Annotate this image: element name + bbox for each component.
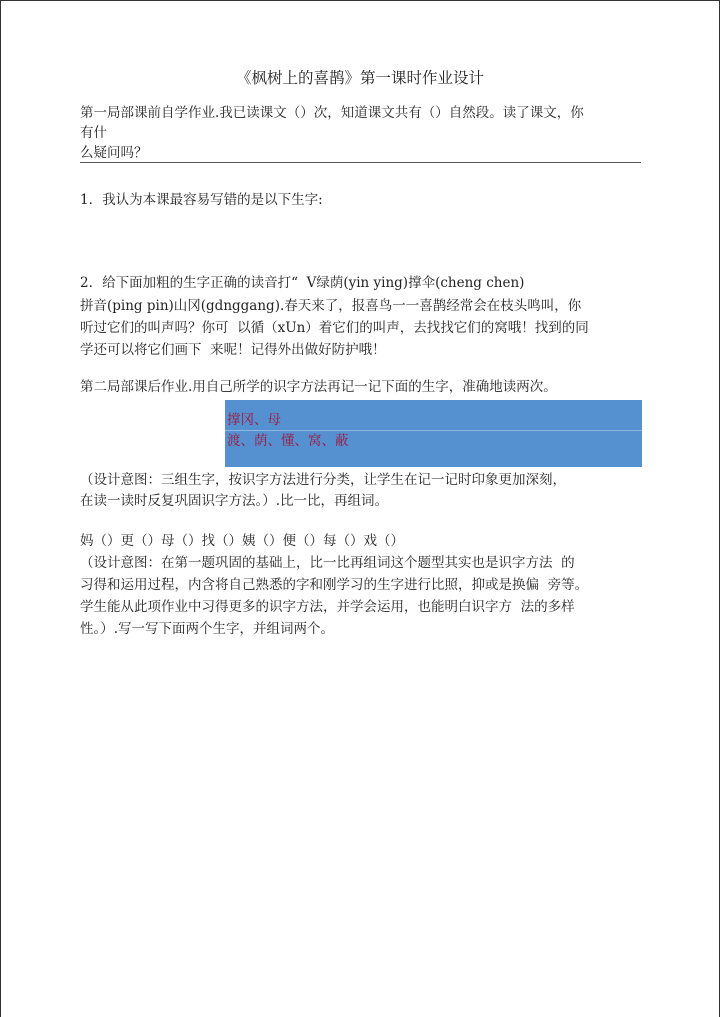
compare-exercise: 妈（）更（）母（）找（）姨（）便（）每（）戏（） [80, 533, 404, 549]
character-group-2: 渡、荫、懂、窝、蔽 [227, 433, 349, 449]
document-title: 《枫树上的喜鹊》第一课时作业设计 [235, 69, 484, 87]
box-divider [225, 430, 642, 431]
question-2-line-4: 学还可以将它们画下 来呢！记得外出做好防护哦！ [80, 342, 386, 358]
design-note-2-line-3: 学生能从此项作业中习得更多的识字方法，并学会运用，也能明白识字方 法的多样 [80, 599, 575, 615]
section-divider [80, 162, 641, 163]
question-2-line-1: 2．给下面加粗的生字正确的读音打“ V绿荫(yin ying)撑伞(cheng chen) [80, 275, 525, 291]
design-note-2-line-1: （设计意图：在第一题巩固的基础上，比一比再组词这个题型其实也是识字方法 的 [80, 555, 575, 571]
character-highlight-box [225, 400, 642, 467]
section-1-line-1: 第一局部课前自学作业.我已读课文（）次，知道课文共有（）自然段。读了课文，你 [80, 105, 584, 121]
question-2-line-2: 拼音(ping pin)山冈(gdnggang).春天来了，报喜鸟一一喜鹊经常会在枝头鸣叫，你 [80, 298, 582, 314]
design-note-2-line-2: 习得和运用过程，内含将自己熟悉的字和刚学习的生字进行比照，抑或是换偏 旁等。 [80, 577, 589, 593]
section-2-postclass: 第二局部课后作业.用自己所学的识字方法再记一记下面的生字，准确地读两次。 [80, 379, 557, 395]
design-note-1-line-1: （设计意图：三组生字，按识字方法进行分类，让学生在记一记时印象更加深刻， [80, 472, 566, 488]
page-border-left [0, 0, 1, 1017]
section-1-line-2: 有什 [80, 125, 107, 141]
question-2-line-3: 听过它们的叫声吗？你可 以循（xUn）着它们的叫声，去找找它们的窝哦！找到的同 [80, 320, 589, 336]
page-border-top [0, 0, 720, 1]
design-note-2-line-4: 性。）.写一写下面两个生字，并组词两个。 [80, 621, 335, 637]
question-1: 1．我认为本课最容易写错的是以下生字: [80, 192, 323, 208]
section-1-line-3: 么疑问吗？ [80, 145, 148, 161]
design-note-1-line-2: 在读一读时反复巩固识字方法。）.比一比，再组词。 [80, 493, 389, 509]
character-group-1: 撑冈、母 [227, 412, 281, 428]
